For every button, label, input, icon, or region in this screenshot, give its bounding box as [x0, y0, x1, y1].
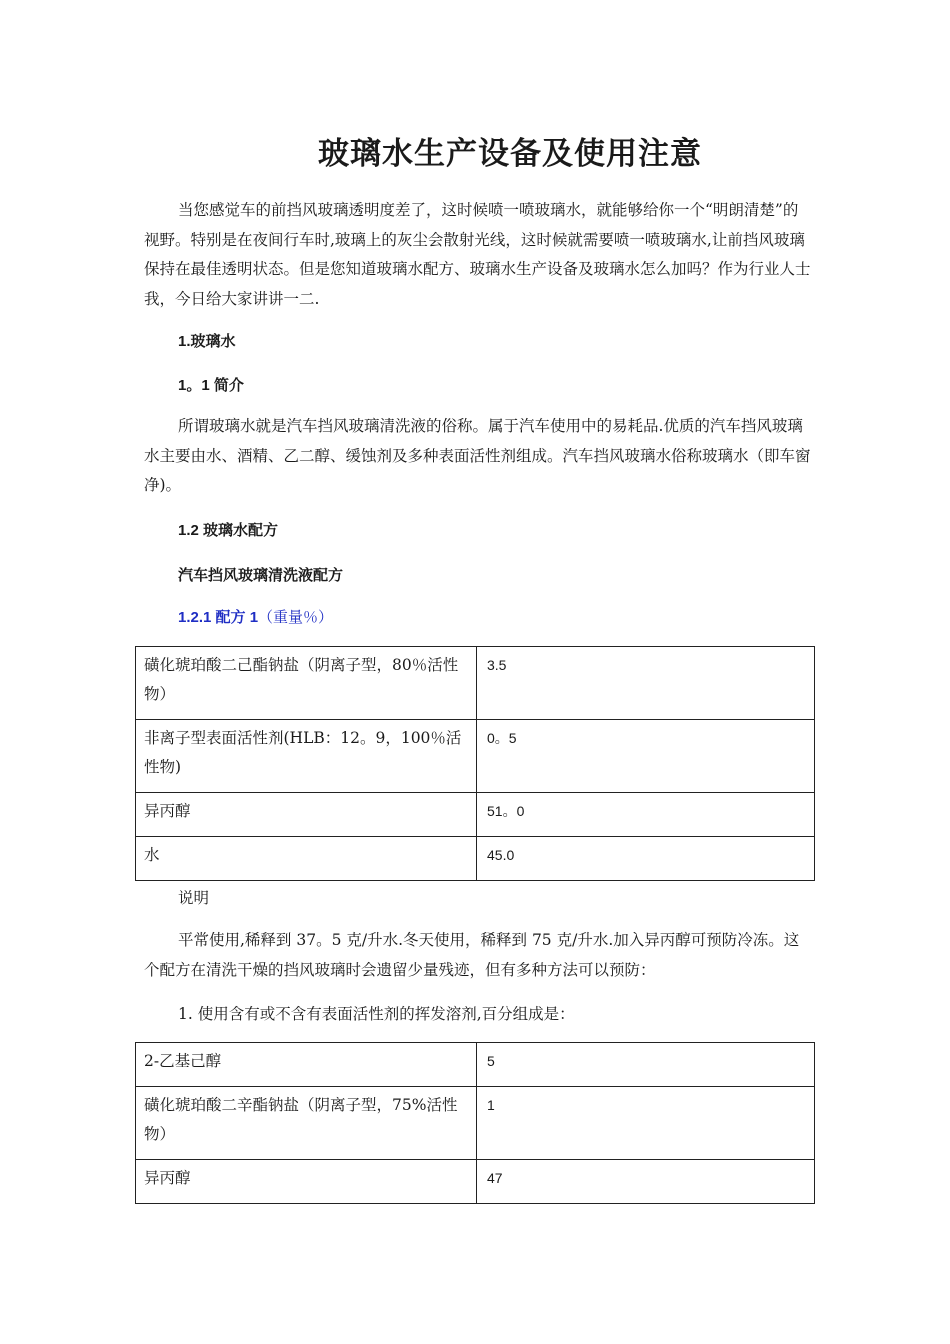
ingredient-name: 异丙醇: [136, 793, 477, 837]
ingredient-amount: 0。5: [477, 720, 815, 793]
table-row: [136, 647, 815, 720]
table-row: [136, 1087, 815, 1160]
formula-1-table: [135, 646, 815, 881]
table-row: [136, 720, 815, 793]
ingredient-amount: 51。0: [477, 793, 815, 837]
intro-paragraph: 当您感觉车的前挡风玻璃透明度差了，这时候喷一喷玻璃水，就能够给你一个“明朗清楚”的视野。特别是在夜间行车时,玻璃上的灰尘会散射光线，这时候就需要喷一喷玻璃水,让前挡风玻璃保持在最佳透明状态。但是您知道玻璃水配方、玻璃水生产设备及玻璃水怎么加吗？作为行业人士我，今日给大家讲讲一二.: [144, 201, 811, 308]
intro-definition-paragraph: 所谓玻璃水就是汽车挡风玻璃清洗液的俗称。属于汽车使用中的易耗品.优质的汽车挡风玻璃水主要由水、酒精、乙二醇、缓蚀剂及多种表面活性剂组成。汽车挡风玻璃水俗称玻璃水（即车窗净)。: [144, 417, 811, 494]
ingredient-amount: 1: [477, 1087, 815, 1160]
ingredient-name: 磺化琥珀酸二己酯钠盐（阴离子型，80％活性物）: [136, 647, 477, 720]
ingredient-amount: 3.5: [477, 647, 815, 720]
solvent-table: [135, 1042, 815, 1204]
ingredient-amount: 5: [477, 1043, 815, 1087]
formula-1-heading: [178, 606, 333, 627]
ingredient-amount: 47: [477, 1160, 815, 1204]
ingredient-name: 非离子型表面活性剂(HLB：12。9，100％活性物): [136, 720, 477, 793]
table-row: [136, 1160, 815, 1204]
ingredient-name: 磺化琥珀酸二辛酯钠盐（阴离子型，75%活性物）: [136, 1087, 477, 1160]
ingredient-name: 水: [136, 837, 477, 881]
note-label: 说明: [178, 889, 210, 907]
formula-1-unit: （重量％）: [258, 608, 334, 626]
section-heading-1-1: 1。1 简介: [178, 377, 244, 394]
section-heading-1-2: 1.2 玻璃水配方: [178, 522, 279, 539]
note-paragraph: 平常使用,稀释到 37。5 克/升水.冬天使用，稀释到 75 克/升水.加入异丙醇可预防冷冻。这个配方在清洗干燥的挡风玻璃时会遗留少量残迹，但有多种方法可以预防：: [144, 931, 800, 979]
ingredient-amount: 45.0: [477, 837, 815, 881]
table-row: [136, 837, 815, 881]
formula-1-label: 1.2.1 配方 1: [178, 609, 259, 626]
list-item-1: 1. 使用含有或不含有表面活性剂的挥发溶剂,百分组成是：: [178, 1005, 575, 1023]
ingredient-name: 2-乙基己醇: [136, 1043, 477, 1087]
table-row: [136, 793, 815, 837]
formula-heading: 汽车挡风玻璃清洗液配方: [178, 567, 344, 584]
section-heading-1: 1.玻璃水: [178, 333, 236, 350]
table-row: [136, 1043, 815, 1087]
ingredient-name: 异丙醇: [136, 1160, 477, 1204]
document-title: 玻璃水生产设备及使用注意: [318, 136, 702, 172]
